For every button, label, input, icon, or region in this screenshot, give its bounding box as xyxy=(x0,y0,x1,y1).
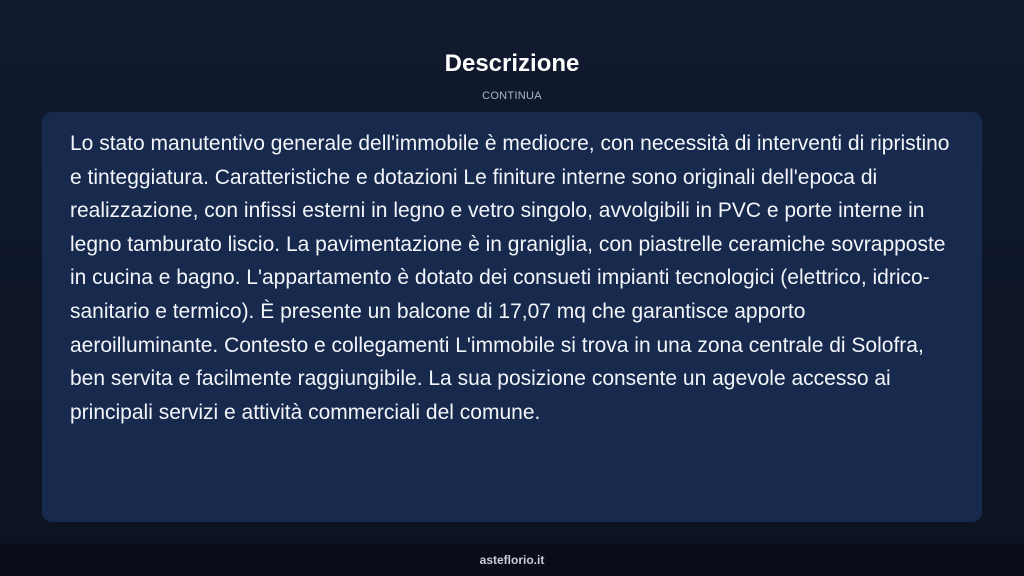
description-card xyxy=(42,112,982,522)
page-title: Descrizione xyxy=(444,50,580,77)
footer-site-name: asteflorio.it xyxy=(479,553,545,567)
description-text: Lo stato manutentivo generale dell'immobile è mediocre, con necessità di interventi di ripristino e tinteggiatura. Caratteristiche e dotazioni Le finiture interne sono originali dell'epoca di realizzazione, con infissi esterni in legno e vetro singolo, avvolgibili in PVC e porte interne in legno tamburato liscio. La pavimentazione è in graniglia, con piastrelle ceramiche sovrapposte in cucina e bagno. L'appartamento è dotato dei consueti impianti tecnologici (elettrico, idrico-sanitario e termico). È presente un balcone di 17,07 mq che garantisce apporto aeroilluminante. Contesto e collegamenti L'immobile si trova in una zona centrale di Solofra, ben servita e facilmente raggiungibile. La sua posizione consente un agevole accesso ai principali servizi e attività commerciali del comune. xyxy=(70,132,950,424)
footer-bar xyxy=(0,544,1024,576)
continuation-label: CONTINUA xyxy=(482,90,542,102)
